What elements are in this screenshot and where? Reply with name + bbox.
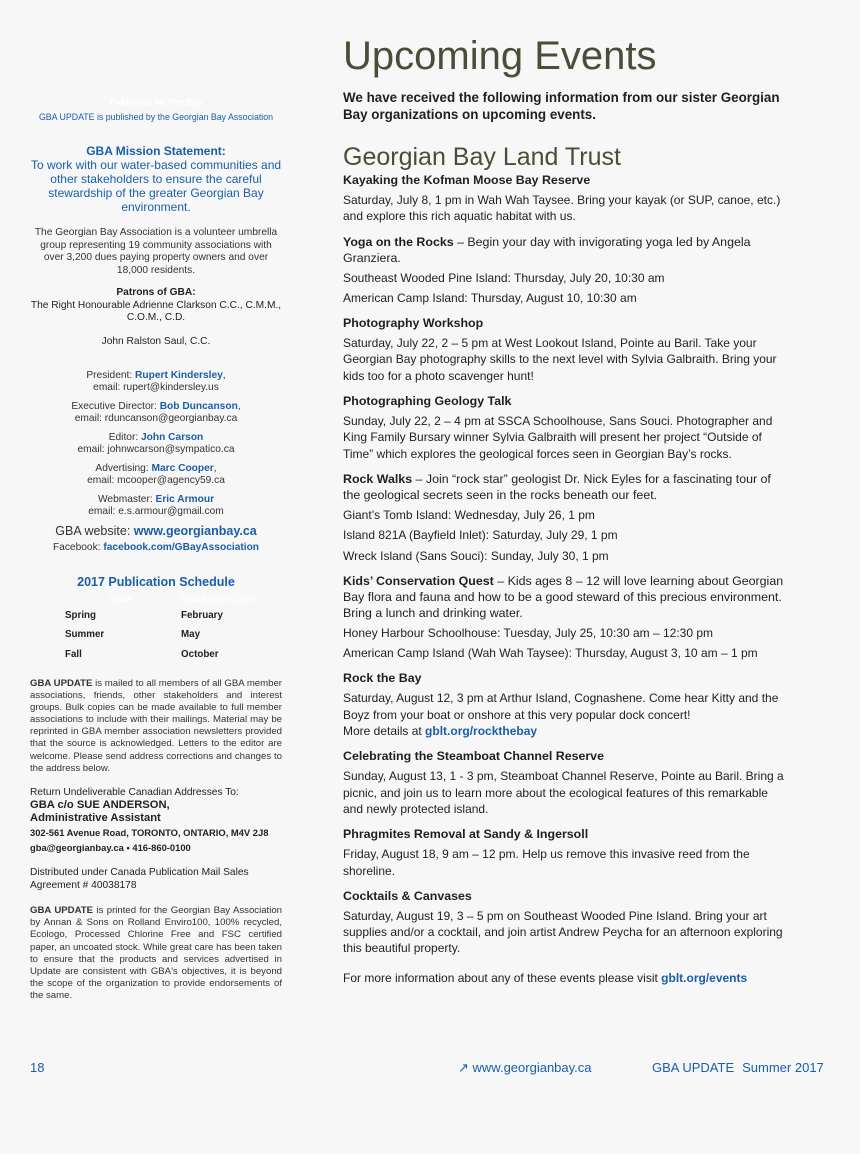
facebook-label: Facebook:: [52, 541, 104, 553]
facebook-line: [30, 541, 282, 554]
event-title-text: Phragmites Removal at Sandy & Ingersoll: [343, 827, 589, 842]
external-arrow-icon: ↗: [458, 1060, 469, 1075]
staff-email[interactable]: email: mcooper@agency59.ca: [87, 475, 225, 486]
event-title-text: Rock the Bay: [343, 671, 422, 686]
return-role: Administrative Assistant: [30, 812, 161, 825]
more-info-link[interactable]: gblt.org/events: [661, 970, 748, 985]
event-detail: Friday, August 18, 9 am – 12 pm. Help us remove this invasive reed from the shoreline.: [343, 847, 750, 878]
mission-statement: [30, 144, 282, 214]
event-title-text: Kayaking the Kofman Moose Bay Reserve: [343, 173, 591, 187]
event-title: [343, 471, 788, 503]
event-item: [343, 573, 788, 662]
event-title-text: Photographing Geology Talk: [343, 394, 512, 409]
distribution-note: Distributed under Canada Publication Mail Sales Agreement # 40038178: [30, 867, 249, 891]
event-detail: Saturday, July 22, 2 – 5 pm at West Lookout Island, Pointe au Baril. Take your Georgian Bay photography skills to the next level with Sylvia Galbraith. Bring your kids too for a photo scavenger hunt!: [343, 336, 777, 383]
event-detail: Southeast Wooded Pine Island: Thursday, July 20, 10:30 am: [343, 270, 665, 285]
website-line: [30, 525, 282, 538]
staff-suffix: ,: [237, 400, 241, 412]
staff-name: Eric Armour: [155, 493, 215, 505]
facebook-link[interactable]: facebook.com/GBayAssociation: [103, 541, 260, 553]
page-number: 18: [30, 1060, 45, 1075]
staff-email[interactable]: email: rduncanson@georgianbay.ca: [74, 413, 238, 424]
staff-role: Webmaster:: [97, 493, 156, 505]
schedule-row: [30, 625, 282, 645]
printing-note: [30, 905, 282, 1002]
staff-executive-director: [30, 401, 282, 426]
event-detail: Sunday, August 13, 1 - 3 pm, Steamboat Channel Reserve, Pointe au Baril. Bring a picnic, and join us to learn more about the ecological features of this remarkable and newly protected island.: [343, 769, 784, 816]
staff-list: [30, 370, 282, 519]
staff-role: Editor:: [108, 431, 141, 443]
event-detail: Saturday, August 12, 3 pm at Arthur Island, Cognashene. Come hear Kitty and the Boyz from your boat or onshore at this very popular dock concert!: [343, 691, 779, 722]
event-detail: Island 821A (Bayfield Inlet): Saturday, July 29, 1 pm: [343, 528, 618, 543]
event-detail: Wreck Island (Sans Souci): Sunday, July 30, 1 pm: [343, 548, 609, 563]
page-title: Upcoming Events: [343, 34, 657, 78]
association-description: The Georgian Bay Association is a volunteer umbrella group representing 19 community associations with over 3,200 dues paying property owners and over 18,000 residents.: [34, 227, 278, 276]
staff-name: John Carson: [141, 431, 204, 443]
staff-name: Rupert Kindersley: [135, 369, 223, 381]
event-title-text: Yoga on the Rocks: [343, 234, 454, 249]
website-link[interactable]: www.georgianbay.ca: [133, 523, 257, 538]
event-link-prefix: More details at: [343, 724, 426, 739]
footer-publication: [652, 1060, 824, 1075]
event-title: [343, 573, 788, 621]
event-link[interactable]: gblt.org/rockthebay: [425, 724, 538, 739]
schedule-header-issue: Issue: [108, 593, 133, 605]
staff-email[interactable]: email: e.s.armour@gmail.com: [88, 506, 224, 517]
event-detail: American Camp Island: Thursday, August 10, 10:30 am: [343, 290, 637, 305]
masthead-column: [30, 96, 282, 1002]
event-description: – Begin your day with invigorating yoga led by Angela Granziera.: [343, 234, 751, 265]
event-title-text: Celebrating the Steamboat Channel Reserve: [343, 749, 604, 764]
event-title: [343, 172, 788, 188]
staff-role: Executive Director:: [71, 400, 160, 412]
website-label: GBA website:: [55, 523, 134, 538]
event-title: [343, 393, 788, 409]
event-title: [343, 670, 788, 686]
return-name: GBA c/o SUE ANDERSON,: [30, 799, 170, 812]
return-contact[interactable]: gba@georgianbay.ca • 416-860-0100: [30, 842, 191, 854]
patron-clarkson: The Right Honourable Adrienne Clarkson C.C., C.M.M., C.O.M., C.D.: [30, 299, 282, 323]
mailing-note: [30, 678, 282, 775]
event-link-line: [343, 723, 788, 739]
event-title-text: Kids’ Conservation Quest: [343, 573, 494, 588]
event-item: [343, 471, 788, 564]
more-info: [343, 971, 788, 985]
return-title: Return Undeliverable Canadian Addresses To:: [30, 786, 239, 798]
patron-saul: John Ralston Saul, C.C.: [101, 335, 211, 347]
events-column: [343, 30, 788, 985]
footer-publication-name: GBA UPDATE: [652, 1060, 735, 1075]
staff-name: Bob Duncanson: [159, 400, 238, 412]
patrons: [30, 287, 282, 325]
event-title-text: Photography Workshop: [343, 316, 484, 331]
intro-text: We have received the following information from our sister Georgian Bay organizations on upcoming events.: [343, 90, 780, 122]
schedule-row: [30, 645, 282, 665]
event-item: [343, 748, 788, 817]
event-detail: American Camp Island (Wah Wah Taysee): Thursday, August 3, 10 am – 1 pm: [343, 646, 758, 661]
event-item: [343, 888, 788, 957]
schedule-row: [30, 606, 282, 626]
event-detail: Saturday, July 8, 1 pm in Wah Wah Taysee. Bring your kayak (or SUP, canoe, etc.) and explore this rich aquatic habitat with us.: [343, 193, 781, 224]
event-title: [343, 234, 788, 266]
staff-email[interactable]: email: johnwcarson@sympatico.ca: [77, 444, 235, 455]
staff-editor: [30, 432, 282, 457]
event-detail: Giant’s Tomb Island: Wednesday, July 26, 1 pm: [343, 507, 595, 522]
event-item: [343, 826, 788, 879]
event-description: – Kids ages 8 – 12 will love learning about Georgian Bay flora and fauna and how to be a good steward of this precious environment. Bring a lunch and drinking water.: [343, 573, 784, 620]
event-detail: Sunday, July 22, 2 – 4 pm at SSCA Schoolhouse, Sans Souci. Photographer and King Family Bursary winner Sylvia Galbraith will present her project “Outside of Time” which explores the geological forces seen in Georgian Bay’s rocks.: [343, 414, 773, 461]
event-title: [343, 748, 788, 764]
schedule-issue: Summer: [65, 629, 105, 640]
staff-suffix: ,: [213, 462, 217, 474]
schedule-month: February: [181, 609, 223, 621]
schedule-header: [30, 593, 282, 606]
mission-text: To work with our water-based communities and other stakeholders to ensure the careful stewardship of the greater Georgian Bay environment.: [30, 158, 282, 214]
footer-website-text: www.georgianbay.ca: [468, 1060, 592, 1075]
staff-role: President:: [86, 369, 136, 381]
mailing-note-bold: GBA UPDATE: [30, 678, 93, 689]
return-street: 302-561 Avenue Road, TORONTO, ONTARIO, M4V 2J8: [30, 827, 269, 839]
schedule-title: 2017 Publication Schedule: [77, 574, 235, 589]
more-info-text: For more information about any of these events please visit: [343, 970, 662, 985]
event-title: [343, 826, 788, 842]
staff-email[interactable]: email: rupert@kindersley.us: [93, 382, 219, 393]
event-description: – Join “rock star” geologist Dr. Nick Eyles for a fascinating tour of the geological secrets seen in the rocks beneath our feet.: [343, 471, 771, 502]
return-address: [30, 787, 282, 856]
event-item: [343, 172, 788, 225]
event-item: [343, 393, 788, 462]
schedule-month: May: [181, 629, 201, 640]
event-item: [343, 670, 788, 739]
section-title: Georgian Bay Land Trust: [343, 143, 621, 171]
event-detail: Honey Harbour Schoolhouse: Tuesday, July 25, 10:30 am – 12:30 pm: [343, 625, 714, 640]
printing-note-text: is printed for the Georgian Bay Association by Annan & Sons on Rolland Enviro100, 100% recycled, Ecologo, Processed Chlorine Free and FSC certified paper, an uncoated stock. While great care has been taken to ensure that the products and services advertised in Update are consistent with GBA's objectives, it is beyond the scope of the organization to provide endorsements of the same.: [30, 905, 283, 1001]
schedule-month: October: [181, 648, 219, 660]
schedule-header-date: Distribution Date: [181, 593, 255, 605]
mission-title: GBA Mission Statement:: [86, 144, 226, 158]
event-list: [343, 172, 788, 957]
schedule-issue: Spring: [65, 609, 97, 621]
event-item: [343, 315, 788, 384]
staff-name: Marc Cooper: [151, 462, 214, 474]
staff-president: [30, 370, 282, 395]
staff-role: Advertising:: [95, 462, 152, 474]
schedule-issue: Fall: [65, 648, 82, 660]
footer-issue: Summer 2017: [742, 1060, 824, 1075]
staff-suffix: ,: [222, 369, 226, 381]
ghost-text: Published by The Bay: [109, 97, 203, 107]
event-item: [343, 234, 788, 307]
staff-advertising: [30, 463, 282, 488]
footer-website[interactable]: [458, 1060, 592, 1076]
staff-webmaster: [30, 494, 282, 519]
published-by: GBA UPDATE is published by the Georgian Bay Association: [38, 112, 274, 122]
event-title: [343, 888, 788, 904]
mailing-note-text: is mailed to all members of all GBA member associations, friends, other stakeholders and interest groups. Bulk copies can be made available to full member associations to include with their mailings. Material may be reprinted in GBA member association newsletters provided that the source is acknowledged. Letters to the editor are welcome. Please send address corrections and changes to the address below.: [30, 678, 283, 774]
patrons-title: Patrons of GBA:: [116, 287, 196, 298]
event-title-text: Rock Walks: [343, 471, 413, 486]
event-detail: Saturday, August 19, 3 – 5 pm on Southeast Wooded Pine Island. Bring your art supplies and/or a cocktail, and join artist Andrew Peycha for an afternoon exploring this beautiful property.: [343, 908, 783, 956]
printing-note-bold: GBA UPDATE: [30, 905, 94, 917]
event-title: [343, 315, 788, 331]
event-title-text: Cocktails & Canvases: [343, 888, 472, 903]
